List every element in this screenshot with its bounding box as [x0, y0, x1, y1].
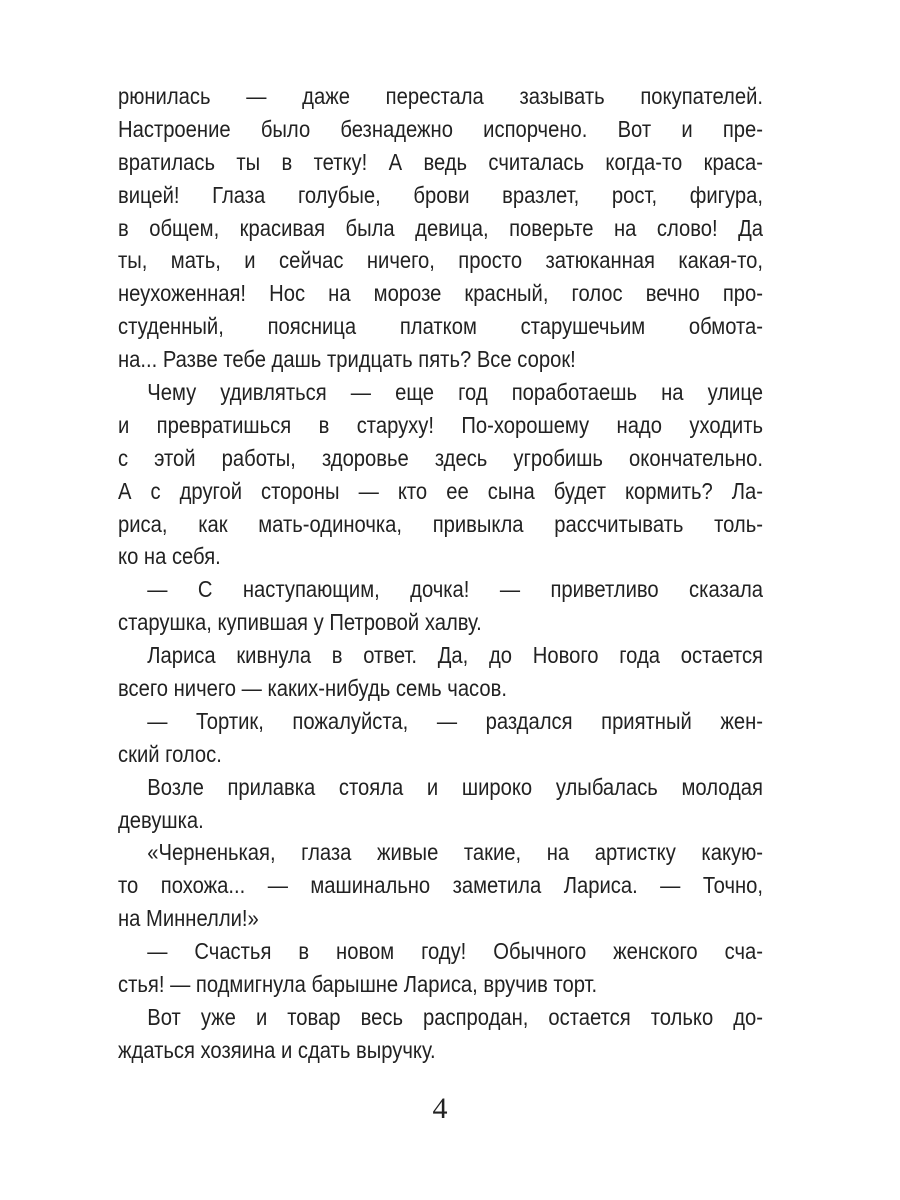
text-line: и превратишься в старуху! По-хорошему надо уходить	[118, 411, 763, 438]
text-line: — С наступающим, дочка! — приветливо сказала	[147, 576, 764, 603]
text-line: то похожа... — машинально заметила Лариса. — Точно,	[118, 872, 763, 899]
text-line: Вот уже и товар весь распродан, остается только до-	[147, 1003, 764, 1030]
text-line: риса, как мать-одиночка, привыкла рассчитывать толь-	[118, 510, 763, 537]
text-line: вратилась ты в тетку! А ведь считалась когда-то краса-	[118, 148, 763, 175]
text-line: ты, мать, и сейчас ничего, просто затюканная какая-то,	[118, 247, 763, 274]
text-line: на... Разве тебе дашь тридцать пять? Все сорок!	[118, 346, 576, 373]
text-line: студенный, поясница платком старушечьим обмота-	[118, 313, 763, 340]
text-line: вицей! Глаза голубые, брови вразлет, рост, фигура,	[118, 181, 763, 208]
text-line: стья! — подмигнула барышне Лариса, вручив торт.	[118, 971, 598, 998]
text-line: А с другой стороны — кто ее сына будет кормить? Ла-	[118, 477, 763, 504]
text-line: ский голос.	[118, 740, 222, 767]
text-line: с этой работы, здоровье здесь угробишь окончательно.	[118, 444, 763, 471]
text-line: «Черненькая, глаза живые такие, на артистку какую-	[147, 839, 764, 866]
text-line: Настроение было безнадежно испорчено. Вот и пре-	[118, 115, 763, 142]
text-line: в общем, красивая была девица, поверьте на слово! Да	[118, 214, 763, 241]
body-text	[118, 80, 763, 1067]
text-line: рюнилась — даже перестала зазывать покупателей.	[118, 83, 763, 109]
text-line: старушка, купившая у Петровой халву.	[118, 609, 482, 636]
text-line: девушка.	[118, 806, 204, 833]
text-line: ко на себя.	[118, 543, 221, 570]
text-line: — Тортик, пожалуйста, — раздался приятный жен-	[147, 707, 764, 734]
text-line: на Миннелли!»	[118, 905, 259, 932]
text-line: неухоженная! Нос на морозе красный, голос вечно про-	[118, 280, 763, 307]
page-number: 4	[432, 1092, 448, 1125]
text-line: Чему удивляться — еще год поработаешь на улице	[147, 379, 764, 406]
text-line: Возле прилавка стояла и широко улыбалась молодая	[147, 773, 764, 800]
text-line: Лариса кивнула в ответ. Да, до Нового года остается	[147, 642, 764, 669]
text-line: ждаться хозяина и сдать выручку.	[118, 1036, 436, 1063]
text-line: — Счастья в новом году! Обычного женского сча-	[147, 938, 764, 965]
text-line: всего ничего — каких-нибудь семь часов.	[118, 675, 507, 702]
